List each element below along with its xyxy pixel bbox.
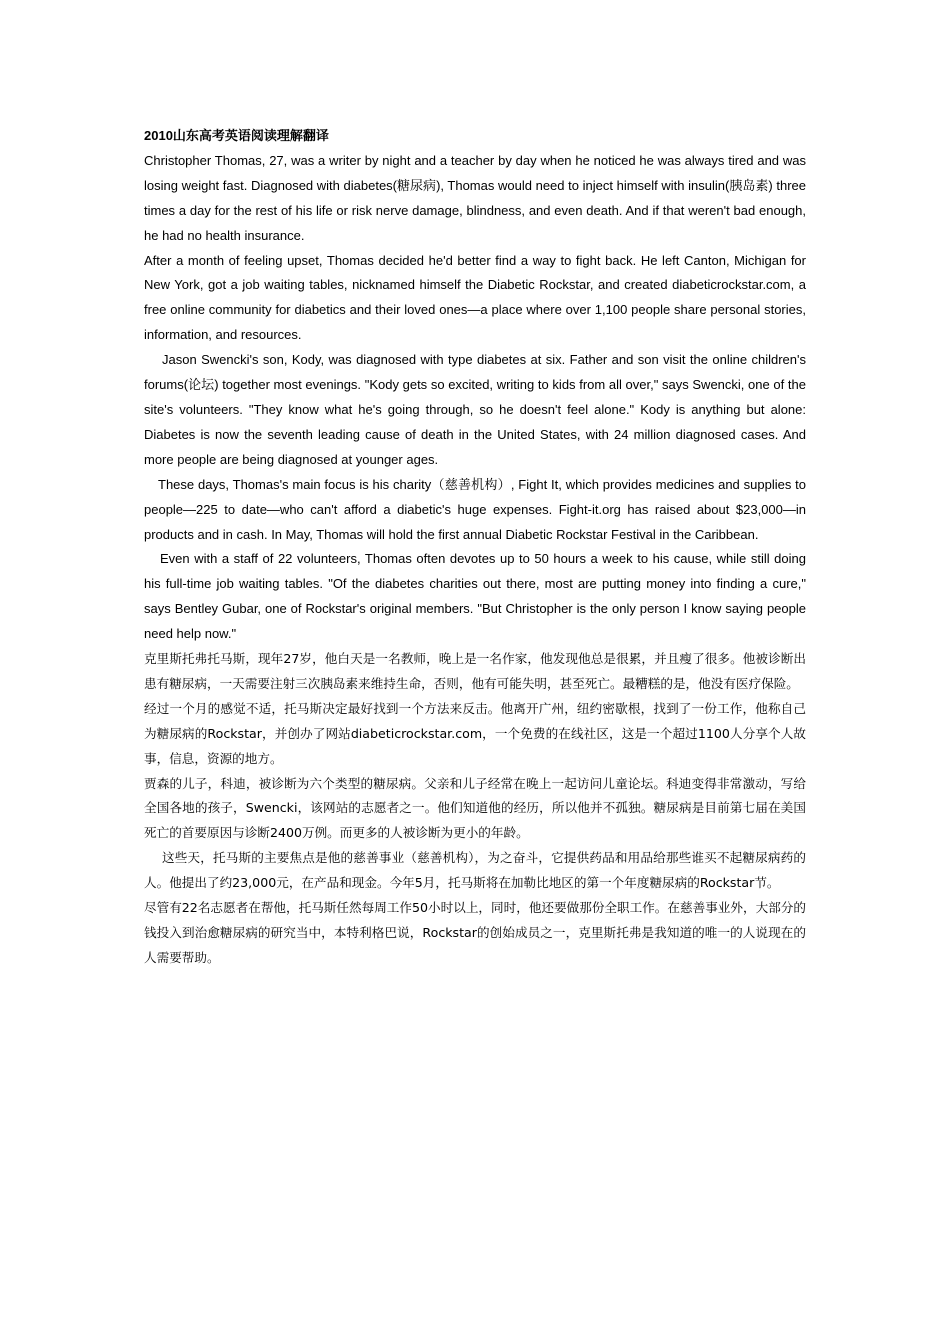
chinese-paragraph-2: 经过一个月的感觉不适，托马斯决定最好找到一个方法来反击。他离开广州，纽约密歇根，找到了一份工作，他称自己为糖尿病的Rockstar，并创办了网站diabeticrockstar.com，一个免费的在线社区，这是一个超过1100人分享个人故事，信息，资源的地方。 xyxy=(144,700,806,766)
english-paragraph-2: After a month of feeling upset, Thomas decided he'd better find a way to fight back. He left Canton, Michigan for New York, got a job waiting tables, nicknamed himself the Diabetic Rockstar, and created diabeticrockstar.com, a free online community for diabetics and their loved ones—a place where over 1,100 people share personal stories, information, and resources. xyxy=(144,252,806,343)
english-paragraph-3: Jason Swencki's son, Kody, was diagnosed with type diabetes at six. Father and son visit the online children's forums(论坛) together most evenings. "Kody gets so excited, writing to kids from all over," says Swencki, one of the site's volunteers. "They know what he's going through, so he doesn't feel alone." Kody is anything but alone: Diabetes is now the seventh leading cause of death in the United States, with 24 million diagnosed cases. And more people are being diagnosed at younger ages. xyxy=(144,352,806,467)
english-paragraph-1: Christopher Thomas, 27, was a writer by night and a teacher by day when he noticed he was always tired and was losing weight fast. Diagnosed with diabetes(糖尿病), Thomas would need to inject himself with insulin(胰岛素) three times a day for the rest of his life or risk nerve damage, blindness, and even death. And if that weren't bad enough, he had no health insurance. xyxy=(144,152,806,243)
document-page xyxy=(144,124,806,971)
chinese-paragraph-3: 贾森的儿子，科迪，被诊断为六个类型的糖尿病。父亲和儿子经常在晚上一起访问儿童论坛。科迪变得非常激动，写给全国各地的孩子，Swencki，该网站的志愿者之一。他们知道他的经历，所以他并不孤独。糖尿病是目前第七届在美国死亡的首要原因与诊断2400万例。而更多的人被诊断为更小的年龄。 xyxy=(144,775,806,841)
english-paragraph-4: These days, Thomas's main focus is his charity（慈善机构）, Fight It, which provides medicines and supplies to people—225 to date—who can't afford a diabetic's huge expenses. Fight-it.org has raised about $23,000—in products and in cash. In May, Thomas will hold the first annual Diabetic Rockstar Festival in the Caribbean. xyxy=(144,476,806,542)
chinese-paragraph-4: 这些天，托马斯的主要焦点是他的慈善事业（慈善机构），为之奋斗，它提供药品和用品给那些谁买不起糖尿病药的人。他提出了约23,000元，在产品和现金。今年5月，托马斯将在加勒比地区的第一个年度糖尿病的Rockstar节。 xyxy=(144,850,806,891)
document-title: 2010山东高考英语阅读理解翻译 xyxy=(144,128,329,143)
chinese-paragraph-1: 克里斯托弗托马斯，现年27岁，他白天是一名教师，晚上是一名作家，他发现他总是很累，并且瘦了很多。他被诊断出患有糖尿病，一天需要注射三次胰岛素来维持生命，否则，他有可能失明，甚至死亡。最糟糕的是，他没有医疗保险。 xyxy=(144,651,806,691)
english-paragraph-5: Even with a staff of 22 volunteers, Thomas often devotes up to 50 hours a week to his cause, while still doing his full-time job waiting tables. "Of the diabetes charities out there, most are putting money into finding a cure," says Bentley Gubar, one of Rockstar's original members. "But Christopher is the only person I know saying people need help now." xyxy=(144,551,806,642)
chinese-paragraph-5: 尽管有22名志愿者在帮他，托马斯任然每周工作50小时以上，同时，他还要做那份全职工作。在慈善事业外，大部分的钱投入到治愈糖尿病的研究当中，本特利格巴说，Rockstar的创始成员之一，克里斯托弗是我知道的唯一的人说现在的人需要帮助。 xyxy=(144,900,806,965)
